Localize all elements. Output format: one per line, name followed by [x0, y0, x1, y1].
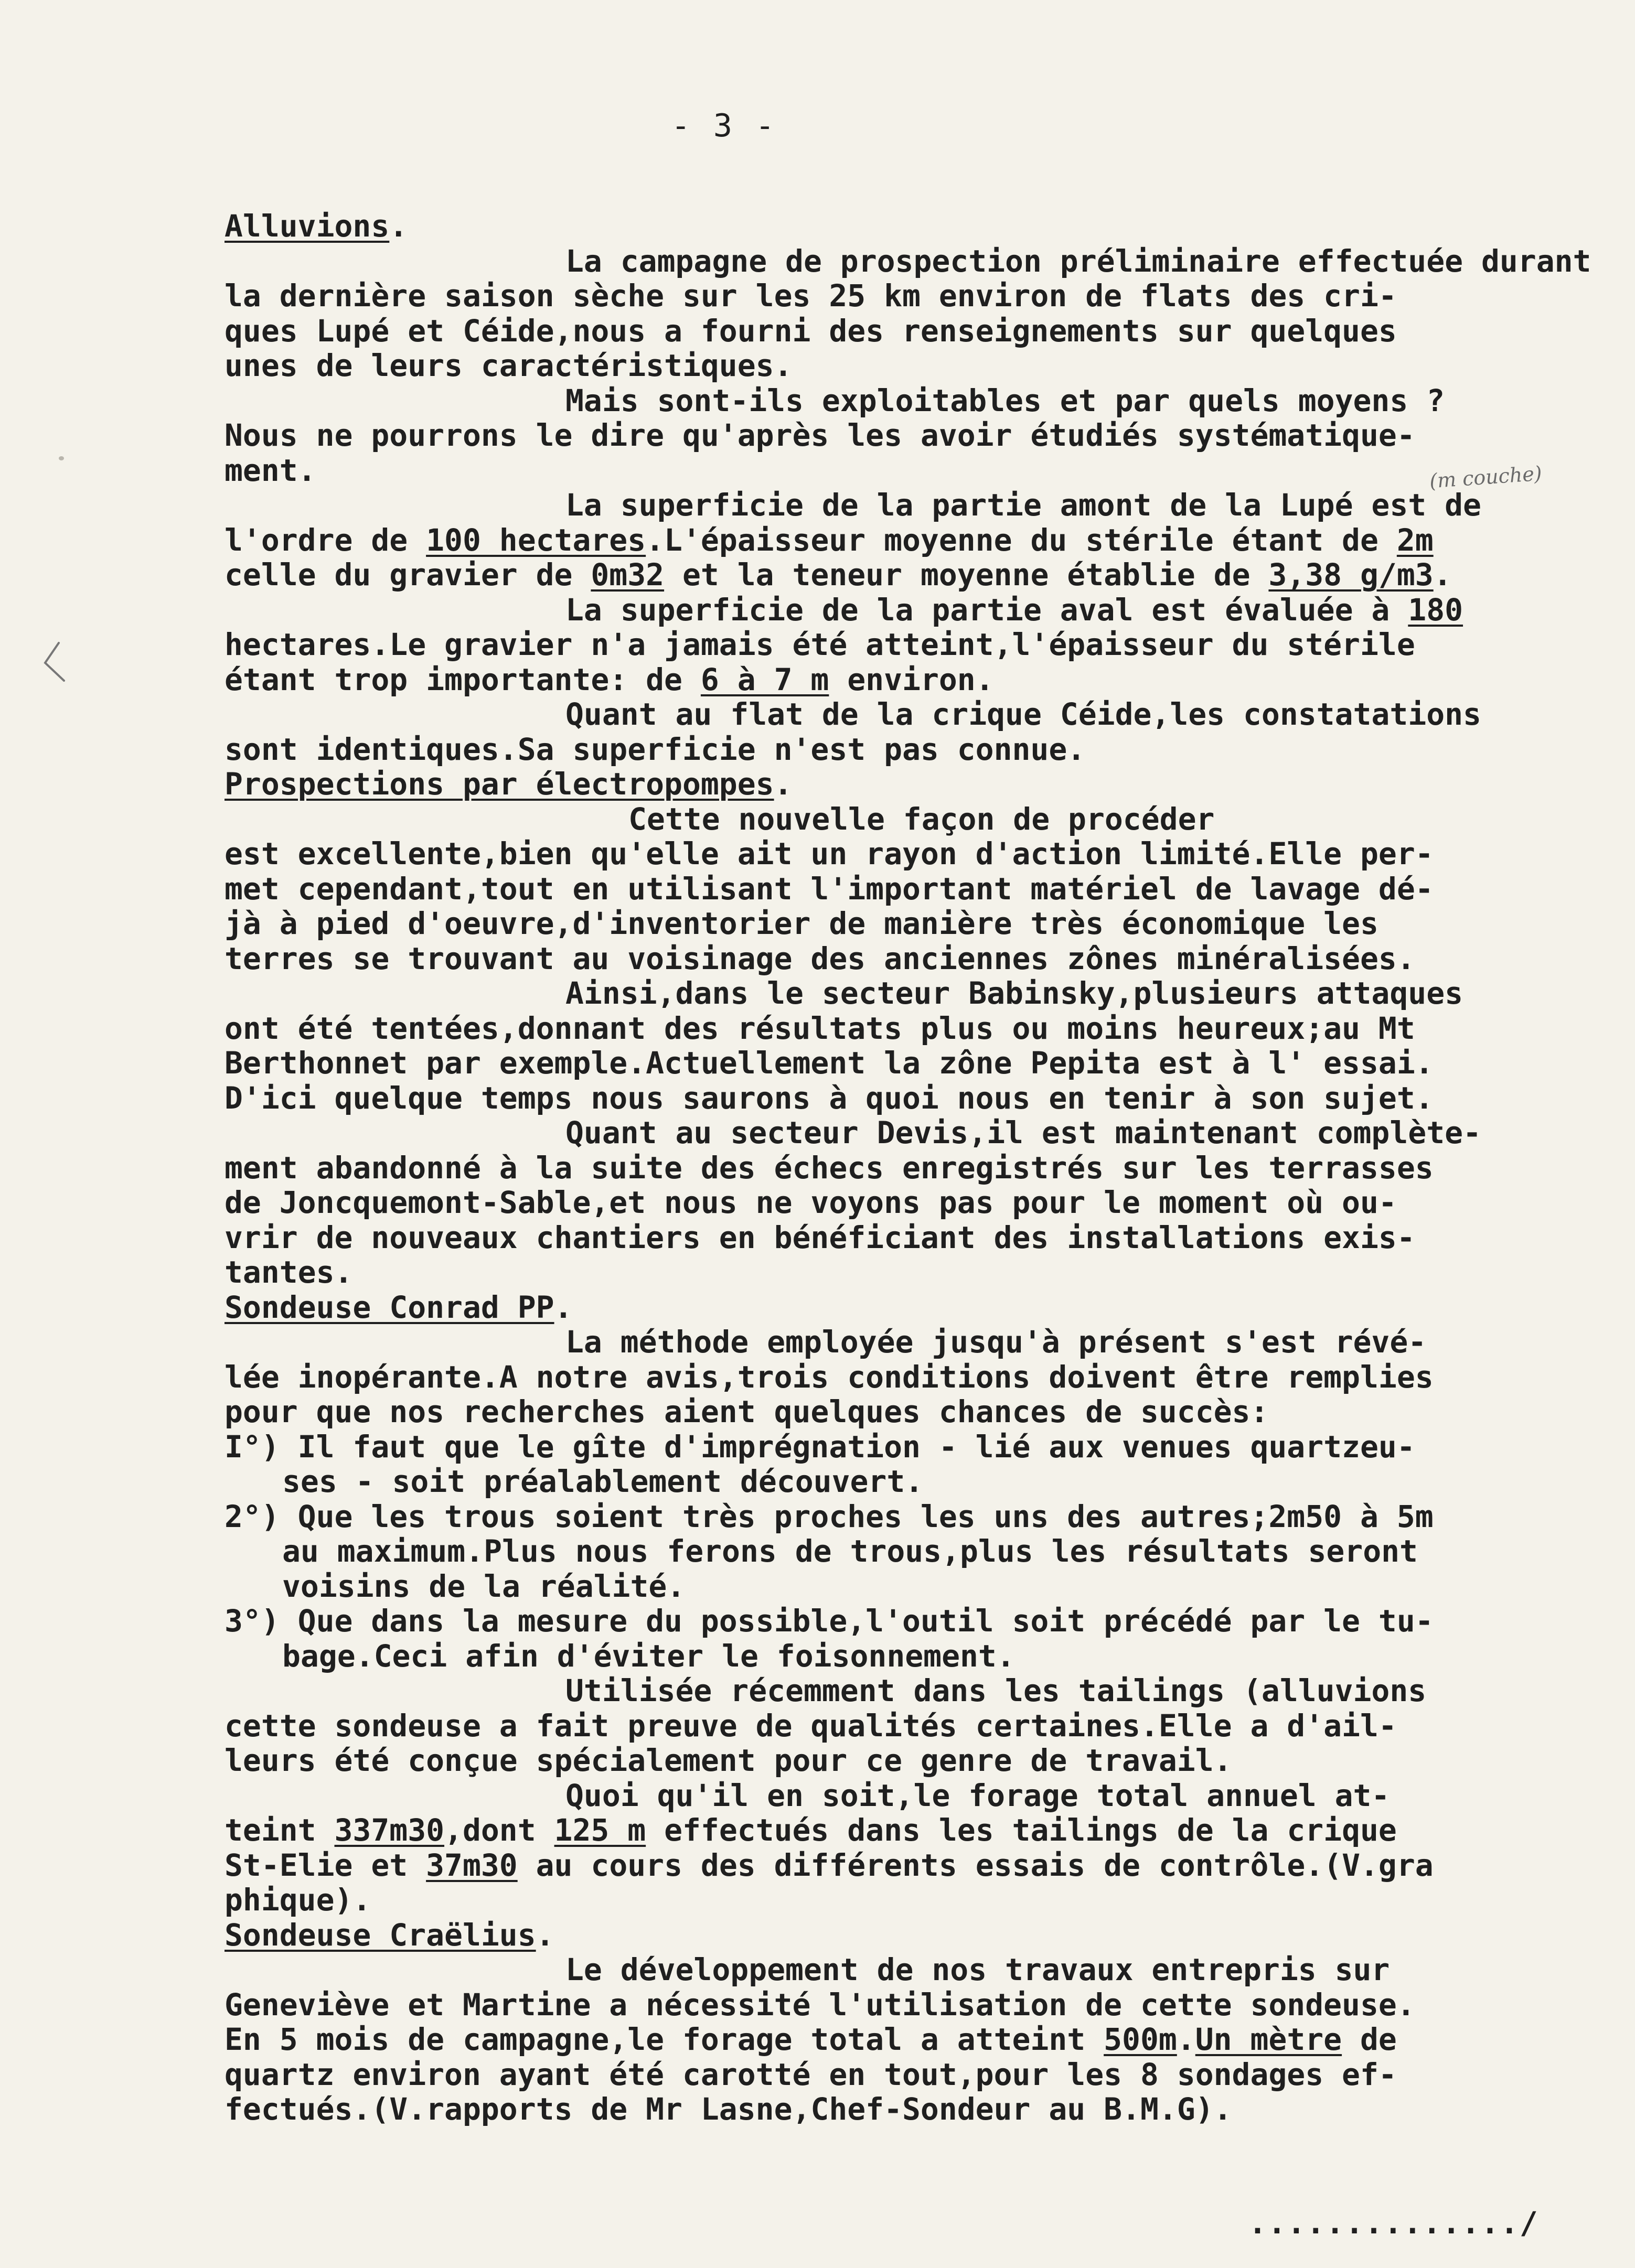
text-line [225, 1778, 1635, 1813]
underlined-text: Alluvions [225, 208, 390, 244]
text-segment: bage.Ceci afin d'éviter le foisonnement. [282, 1638, 1015, 1674]
underlined-text: 0m32 [591, 557, 665, 593]
text-segment: ,dont [444, 1812, 554, 1848]
text-line [225, 941, 1635, 976]
text-segment: de Joncquemont-Sable,et nous ne voyons pas pour le moment où ou- [225, 1185, 1397, 1220]
text-line [225, 1639, 1635, 1674]
text-segment: Quant au secteur Devis,il est maintenant complète- [565, 1115, 1481, 1151]
text-segment: lée inopérante.A notre avis,trois conditions doivent être remplies [225, 1359, 1434, 1395]
page-number: - 3 - [671, 108, 777, 144]
text-line [225, 1255, 1635, 1290]
underlined-text: Un mètre [1195, 2022, 1342, 2057]
text-segment: met cependant,tout en utilisant l'important matériel de lavage dé- [225, 870, 1434, 907]
text-segment: La méthode employée jusqu'à présent s'est révé- [565, 1324, 1427, 1360]
text-line [225, 2022, 1635, 2057]
text-line [225, 1499, 1635, 1534]
text-line [225, 1046, 1635, 1081]
text-segment: . [554, 1289, 573, 1325]
text-segment: pour que nos recherches aient quelques chances de succès: [225, 1394, 1269, 1429]
text-segment: l'ordre de [225, 522, 426, 558]
text-segment: teint [225, 1812, 335, 1848]
text-segment: est excellente,bien qu'elle ait un rayon d'action limité.Elle per- [225, 836, 1434, 872]
text-segment: cette sondeuse a fait preuve de qualités certaines.Elle a d'ail- [225, 1707, 1397, 1744]
text-line [225, 976, 1635, 1011]
text-segment: Berthonnet par exemple.Actuellement la zône Pepita est à l' essai. [225, 1045, 1434, 1081]
handwritten-margin-note: (m couche) [1428, 461, 1543, 493]
paper-speck [59, 456, 64, 460]
text-segment: ment. [225, 452, 316, 488]
text-line [225, 627, 1635, 662]
underlined-text: 37m30 [426, 1847, 518, 1883]
text-line [225, 1185, 1635, 1220]
text-line [225, 1081, 1635, 1116]
text-line [225, 802, 1635, 837]
text-segment: jà à pied d'oeuvre,d'inventorier de manière très économique les [225, 906, 1378, 941]
text-line [225, 836, 1635, 872]
text-line [225, 488, 1635, 523]
text-line [225, 244, 1635, 279]
continuation-mark: ............../ [1248, 2205, 1539, 2241]
text-line [225, 1569, 1635, 1604]
text-line [225, 453, 1635, 488]
text-line [225, 278, 1635, 314]
text-segment: Utilisée récemment dans les tailings (alluvions [565, 1673, 1427, 1708]
text-line [225, 1987, 1635, 2023]
text-segment: quartz environ ayant été carotté en tout,pour les 8 sondages ef- [225, 2056, 1397, 2092]
text-line [225, 348, 1635, 383]
margin-pencil-mark [41, 641, 68, 683]
text-line [225, 593, 1635, 628]
underlined-text: 500m [1104, 2022, 1177, 2057]
text-segment: ment abandonné à la suite des échecs enregistrés sur les terrasses [225, 1149, 1434, 1186]
underlined-text: 3,38 g/m3 [1268, 557, 1434, 593]
text-segment: Geneviève et Martine a nécessité l'utilisation de cette sondeuse. [225, 1986, 1415, 2023]
text-segment: terres se trouvant au voisinage des anciennes zônes minéralisées. [225, 940, 1415, 976]
text-line [225, 1883, 1635, 1918]
underlined-text: Sondeuse Conrad PP [225, 1289, 554, 1325]
text-segment: au maximum.Plus nous ferons de trous,plus les résultats seront [282, 1533, 1418, 1569]
body-text [225, 209, 1635, 2127]
text-line [225, 1604, 1635, 1639]
text-line [225, 697, 1635, 732]
text-segment: Quoi qu'il en soit,le forage total annuel at- [565, 1777, 1390, 1813]
text-line [225, 1673, 1635, 1708]
text-segment: unes de leurs caractéristiques. [225, 348, 793, 383]
underlined-text: 337m30 [334, 1812, 445, 1848]
text-segment: vrir de nouveaux chantiers en bénéficiant des installations exis- [225, 1219, 1415, 1255]
text-segment: leurs été conçue spécialement pour ce genre de travail. [225, 1743, 1232, 1778]
text-segment: St-Elie et [225, 1847, 426, 1883]
text-line [225, 1325, 1635, 1360]
text-line [225, 418, 1635, 453]
text-segment: voisins de la réalité. [282, 1568, 686, 1604]
text-segment: . [389, 208, 408, 244]
text-line [225, 767, 1635, 802]
text-segment: La superficie de la partie amont de la Lupé est de [565, 487, 1481, 523]
text-line [225, 1918, 1635, 1953]
text-line [225, 1534, 1635, 1569]
text-segment: I°) Il faut que le gîte d'imprégnation - lié aux venues quartzeu- [225, 1428, 1415, 1465]
text-segment: Le développement de nos travaux entrepris sur [565, 1952, 1390, 1987]
text-line [225, 1429, 1635, 1465]
text-segment: étant trop importante: de [225, 661, 701, 697]
text-line [225, 557, 1635, 593]
text-segment: la dernière saison sèche sur les 25 km environ de flats des cri- [225, 278, 1397, 314]
text-line [225, 1464, 1635, 1499]
text-line [225, 1220, 1635, 1255]
text-segment: environ. [829, 661, 994, 697]
text-segment: La campagne de prospection préliminaire effectuée durant [565, 243, 1591, 279]
text-segment: 2°) Que les trous soient très proches les uns des autres;2m50 à 5m [225, 1498, 1434, 1534]
underlined-text: 180 [1408, 592, 1463, 628]
text-segment: La superficie de la partie aval est évaluée à [565, 592, 1408, 628]
text-line [225, 383, 1635, 418]
text-line [225, 1151, 1635, 1186]
text-segment: Nous ne pourrons le dire qu'après les avoir étudiés systématique- [225, 417, 1415, 453]
text-segment: 3°) Que dans la mesure du possible,l'outil soit précédé par le tu- [225, 1603, 1434, 1639]
text-segment: . [1177, 2022, 1195, 2057]
text-line [225, 1360, 1635, 1395]
text-segment: phique). [225, 1882, 371, 1918]
underlined-text: 6 à 7 m [700, 661, 829, 697]
text-line [225, 209, 1635, 244]
text-line [225, 732, 1635, 767]
text-line [225, 1011, 1635, 1046]
text-line [225, 2057, 1635, 2092]
text-segment: Quant au flat de la crique Céide,les constatations [565, 696, 1481, 732]
text-segment: fectués.(V.rapports de Mr Lasne,Chef-Sondeur au B.M.G). [225, 2091, 1232, 2127]
underlined-text: Sondeuse Craëlius [225, 1917, 536, 1953]
text-segment: .L'épaisseur moyenne du stérile étant de [646, 522, 1397, 558]
text-segment: D'ici quelque temps nous saurons à quoi nous en tenir à son sujet. [225, 1080, 1434, 1116]
text-line [225, 1115, 1635, 1151]
text-segment: Cette nouvelle façon de procéder [628, 801, 1215, 837]
text-segment: ques Lupé et Céide,nous a fourni des renseignements sur quelques [225, 313, 1397, 349]
text-line [225, 1848, 1635, 1883]
text-segment: ont été tentées,donnant des résultats plus ou moins heureux;au Mt [225, 1010, 1415, 1046]
underlined-text: 100 hectares [426, 522, 646, 558]
text-segment: hectares.Le gravier n'a jamais été atteint,l'épaisseur du stérile [225, 627, 1415, 662]
underlined-text: Prospections par électropompes [225, 766, 774, 802]
text-segment: . [536, 1917, 554, 1953]
text-segment: effectués dans les tailings de la crique [646, 1812, 1397, 1848]
text-segment: ses - soit préalablement découvert. [282, 1464, 924, 1499]
text-line [225, 1394, 1635, 1429]
text-line [225, 523, 1635, 558]
text-line [225, 906, 1635, 941]
text-segment: et la teneur moyenne établie de [664, 557, 1269, 593]
underlined-text: 2m [1396, 522, 1434, 558]
text-line [225, 1290, 1635, 1325]
text-line [225, 2092, 1635, 2127]
text-line [225, 872, 1635, 907]
text-line [225, 1708, 1635, 1744]
text-line [225, 1743, 1635, 1778]
text-segment: Mais sont-ils exploitables et par quels moyens ? [565, 382, 1445, 418]
text-line [225, 662, 1635, 697]
text-segment: En 5 mois de campagne,le forage total a atteint [225, 2022, 1104, 2057]
text-segment: celle du gravier de [225, 557, 591, 593]
text-line [225, 1952, 1635, 1987]
text-line [225, 314, 1635, 349]
text-segment: au cours des différents essais de contrôle.(V.gra [517, 1847, 1434, 1883]
text-segment: . [1433, 557, 1452, 593]
text-line [225, 1813, 1635, 1848]
text-segment: tantes. [225, 1254, 353, 1290]
text-segment: de [1342, 2022, 1397, 2057]
text-segment: . [774, 766, 793, 802]
text-segment: sont identiques.Sa superficie n'est pas connue. [225, 731, 1086, 767]
underlined-text: 125 m [554, 1812, 646, 1848]
text-segment: Ainsi,dans le secteur Babinsky,plusieurs attaques [565, 975, 1463, 1011]
